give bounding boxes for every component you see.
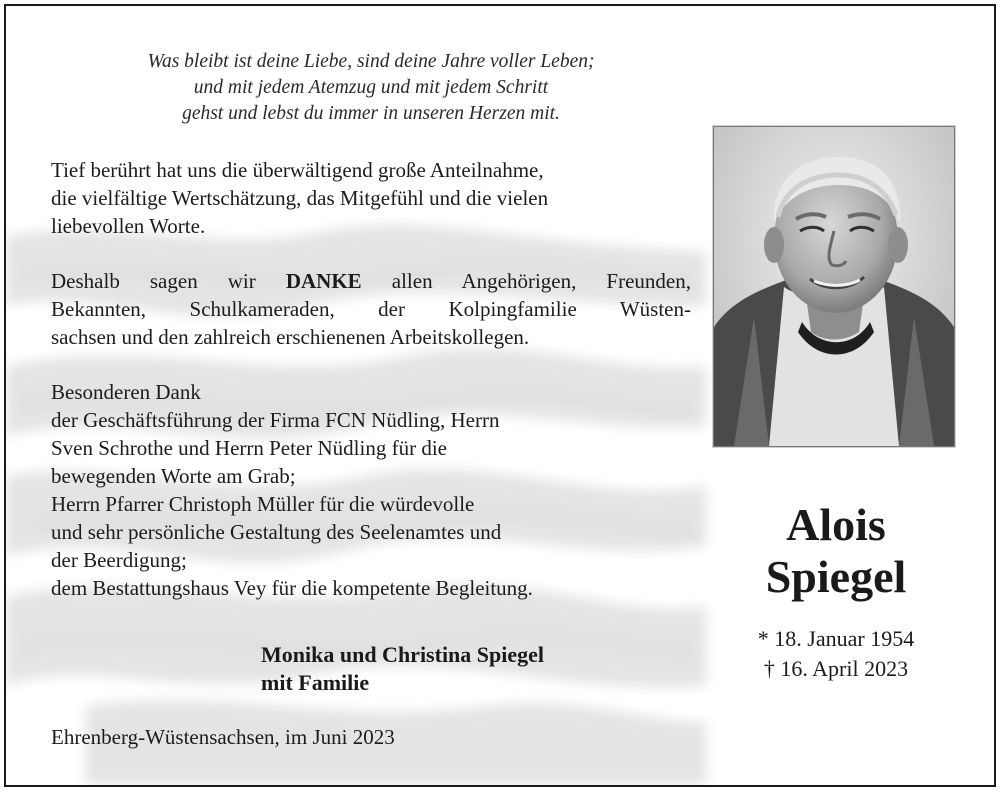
poem-line: gehst und lebst du immer in unseren Herzen mit.: [182, 103, 560, 124]
thanks-paragraph-2: [51, 267, 691, 351]
thanks-paragraph-1: [51, 156, 691, 240]
text-line: die vielfältige Wertschätzung, das Mitgefühl und die vielen: [51, 186, 549, 210]
text-line: der Beerdigung;: [51, 548, 187, 572]
deceased-name: [716, 499, 956, 603]
text-line: sachsen und den zahlreich erschienenen Arbeitskollegen.: [51, 325, 530, 349]
text-fragment: allen Angehörigen, Freunden,: [361, 269, 691, 293]
memorial-poem: [66, 49, 676, 127]
portrait-photo: [713, 126, 955, 447]
text-line: Bekannten, Schulkameraden, der Kolpingfamilie Wüsten-: [51, 297, 691, 321]
signature-line: Monika und Christina Spiegel: [261, 642, 545, 667]
text-line: Herrn Pfarrer Christoph Müller für die würdevolle: [51, 492, 475, 516]
text-line: dem Bestattungshaus Vey für die kompetente Begleitung.: [51, 576, 533, 600]
text-line: [51, 267, 691, 295]
death-date: † 16. April 2023: [763, 656, 909, 681]
portrait-illustration: [714, 127, 954, 446]
signature-line: mit Familie: [261, 670, 370, 695]
text-line: und sehr persönliche Gestaltung des Seelenamtes und: [51, 520, 502, 544]
place-and-date: Ehrenberg-Wüstensachsen, im Juni 2023: [51, 725, 395, 749]
text-line: Besonderen Dank: [51, 380, 201, 404]
signature: [261, 641, 544, 697]
poem-line: und mit jedem Atemzug und mit jedem Schritt: [193, 77, 549, 98]
text-line: bewegenden Worte am Grab;: [51, 464, 296, 488]
text-line: liebevollen Worte.: [51, 214, 206, 238]
life-dates: [716, 624, 956, 684]
text-line: Tief berührt hat uns die überwältigend große Anteilnahme,: [51, 158, 544, 182]
obituary-notice: [4, 4, 996, 787]
first-name: Alois: [786, 499, 886, 550]
text-line: der Geschäftsführung der Firma FCN Nüdling, Herrn: [51, 408, 500, 432]
poem-line: Was bleibt ist deine Liebe, sind deine Jahre voller Leben;: [147, 51, 595, 72]
text-fragment: Deshalb sagen wir: [51, 269, 286, 293]
last-name: Spiegel: [765, 551, 907, 602]
text-line: Sven Schrothe und Herrn Peter Nüdling für die: [51, 436, 447, 460]
birth-date: * 18. Januar 1954: [757, 626, 915, 651]
special-thanks-paragraph: [51, 378, 691, 602]
danke-emphasis: DANKE: [285, 269, 362, 293]
